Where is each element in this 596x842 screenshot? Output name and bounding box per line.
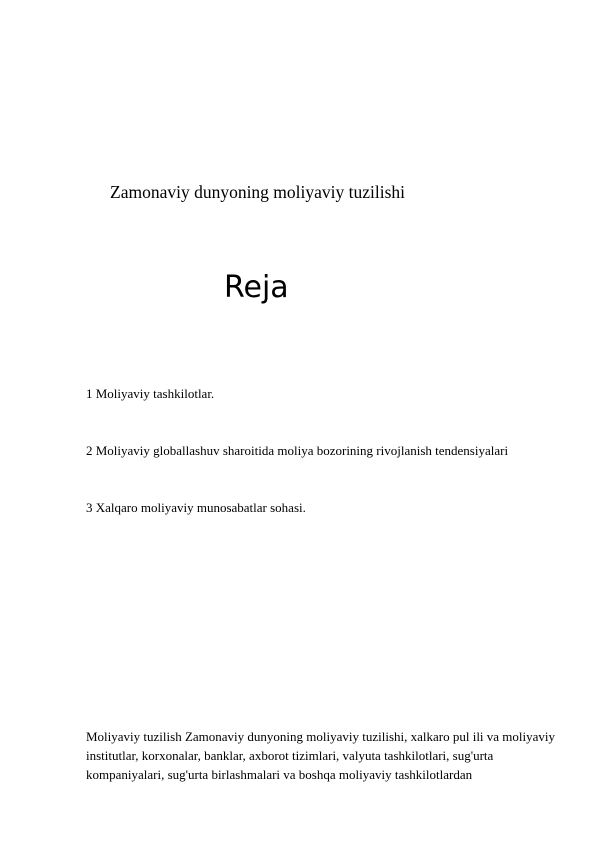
body-paragraph: Moliyaviy tuzilish Zamonaviy dunyoning moliyaviy tuzilishi, xalkaro pul ili va moliyaviy institutlar, korxonalar, banklar, axborot tizimlari, valyuta tashkilotlari, sug'urta kompaniyalari, sug'urta birlashmalari va boshqa moliyaviy tashkilotlardan [86,729,556,782]
plan-item-2: 2 Moliyaviy globallashuv sharoitida moliya bozorining rivojlanish tendensiyalari [86,443,509,458]
document-title: Zamonaviy dunyoning moliyaviy tuzilishi [110,182,406,202]
plan-item-3: 3 Xalqaro moliyaviy munosabatlar sohasi. [86,500,306,515]
plan-item-1: 1 Moliyaviy tashkilotlar. [86,386,215,401]
plan-heading: Reja [224,270,289,305]
